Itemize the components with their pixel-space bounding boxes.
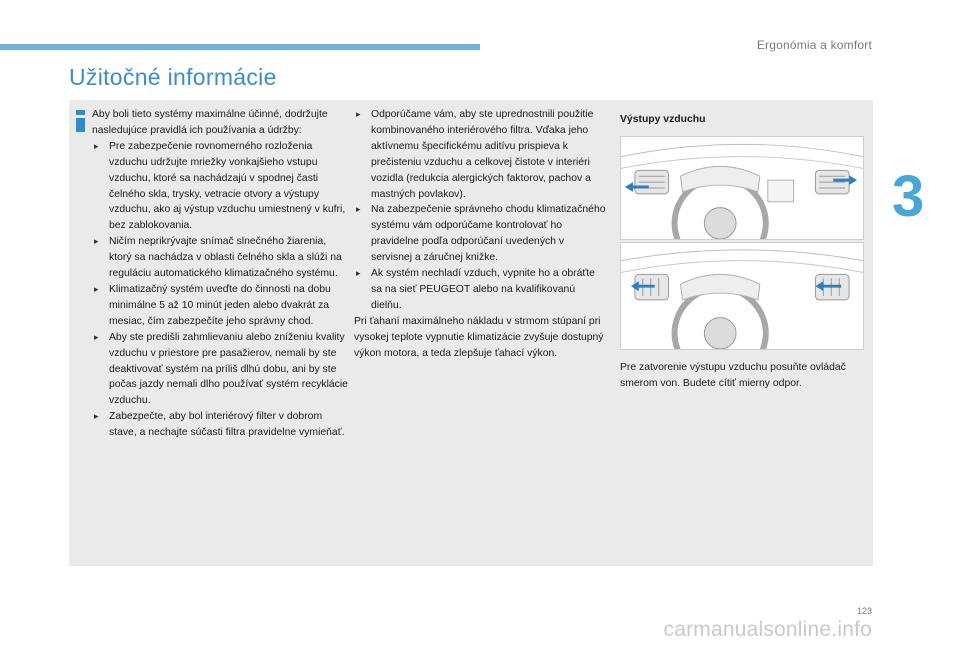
section-title: Ergonómia a komfort (756, 38, 872, 52)
watermark: carmanualsonline.info (663, 618, 872, 641)
list-item: ▸ Ak systém nechladí vzduch, vypnite ho a obráťte sa na sieť PEUGEOT alebo na kvalifikovanú dielňu. (354, 266, 606, 314)
page-number: 123 (856, 606, 872, 616)
outro-text: Pri ťahaní maximálneho nákladu v strmom stúpaní pri vysokej teplote vypnutie klimatizácie zvyšuje dostupný výkon motora, a teda zlepšuje ťahací výkon. (354, 315, 604, 359)
list-item: ▸ Na zabezpečenie správneho chodu klimatizačného systému vám odporúčame kontrolovať ho pravidelne podľa odporúčaní uvedených v servisnej a záručnej knižke. (354, 202, 606, 266)
chapter-number: 3 (892, 164, 925, 229)
column-right (620, 112, 858, 136)
list-item: ▸ Pre zabezpečenie rovnomerného rozloženia vzduchu udržujte mriežky vonkajšieho vstupu vzduchu, ktoré sa nachádzajú v spodnej časti čelného skla, trysky, vetracie otvory a výstupy vzduchu, ako aj výstup vzduchu umiestnený v kufri, bez zablokovania. (92, 139, 348, 234)
air-vents-illustration-bottom (620, 242, 864, 350)
list-item: ▸ Ničím neprikrývajte snímač slnečného žiarenia, ktorý sa nachádza v oblasti čelného skla a slúži na reguláciu automatického klimatizačného systému. (92, 234, 348, 282)
column-middle (354, 107, 606, 362)
page-title: Užitočné informácie (69, 64, 277, 90)
list-item: ▸ Odporúčame vám, aby ste uprednostnili použitie kombinovaného interiérového filtra. Vďaka jeho aktívnemu špecifickému aditívu prispieva k prečisteniu vzduchu a celkovej čistote v interiéri vozidla (redukcia alergických faktorov, pachov a mastných povlakov). (354, 107, 606, 202)
list-item: ▸ Aby ste predišli zahmlievaniu alebo zníženiu kvality vzduchu v priestore pre pasažierov, nemali by ste deaktivovať systém na príliš dlhú dobu, ani by ste počas jazdy nemali dlho používať systém recyklácie vzduchu. (92, 330, 348, 410)
header-accent-bar (0, 44, 480, 50)
section-heading: Výstupy vzduchu (620, 114, 706, 125)
list-item: ▸ Klimatizačný systém uveďte do činnosti na dobu minimálne 5 až 10 minút jeden alebo dvakrát za mesiac, čím zabezpečíte jeho správny chod. (92, 282, 348, 330)
info-icon (76, 110, 85, 132)
column-left (92, 107, 348, 441)
list-item: ▸ Zabezpečte, aby bol interiérový filter v dobrom stave, a nechajte súčasti filtra pravidelne vymieňať. (92, 409, 348, 441)
vent-closing-note: Pre zatvorenie výstupu vzduchu posuňte ovládač smerom von. Budete cítiť mierny odpor. (620, 362, 846, 389)
air-vents-illustration-top (620, 136, 864, 240)
intro-text: Aby boli tieto systémy maximálne účinné, dodržujte nasledujúce pravidlá ich používania a údržby: (92, 109, 328, 136)
